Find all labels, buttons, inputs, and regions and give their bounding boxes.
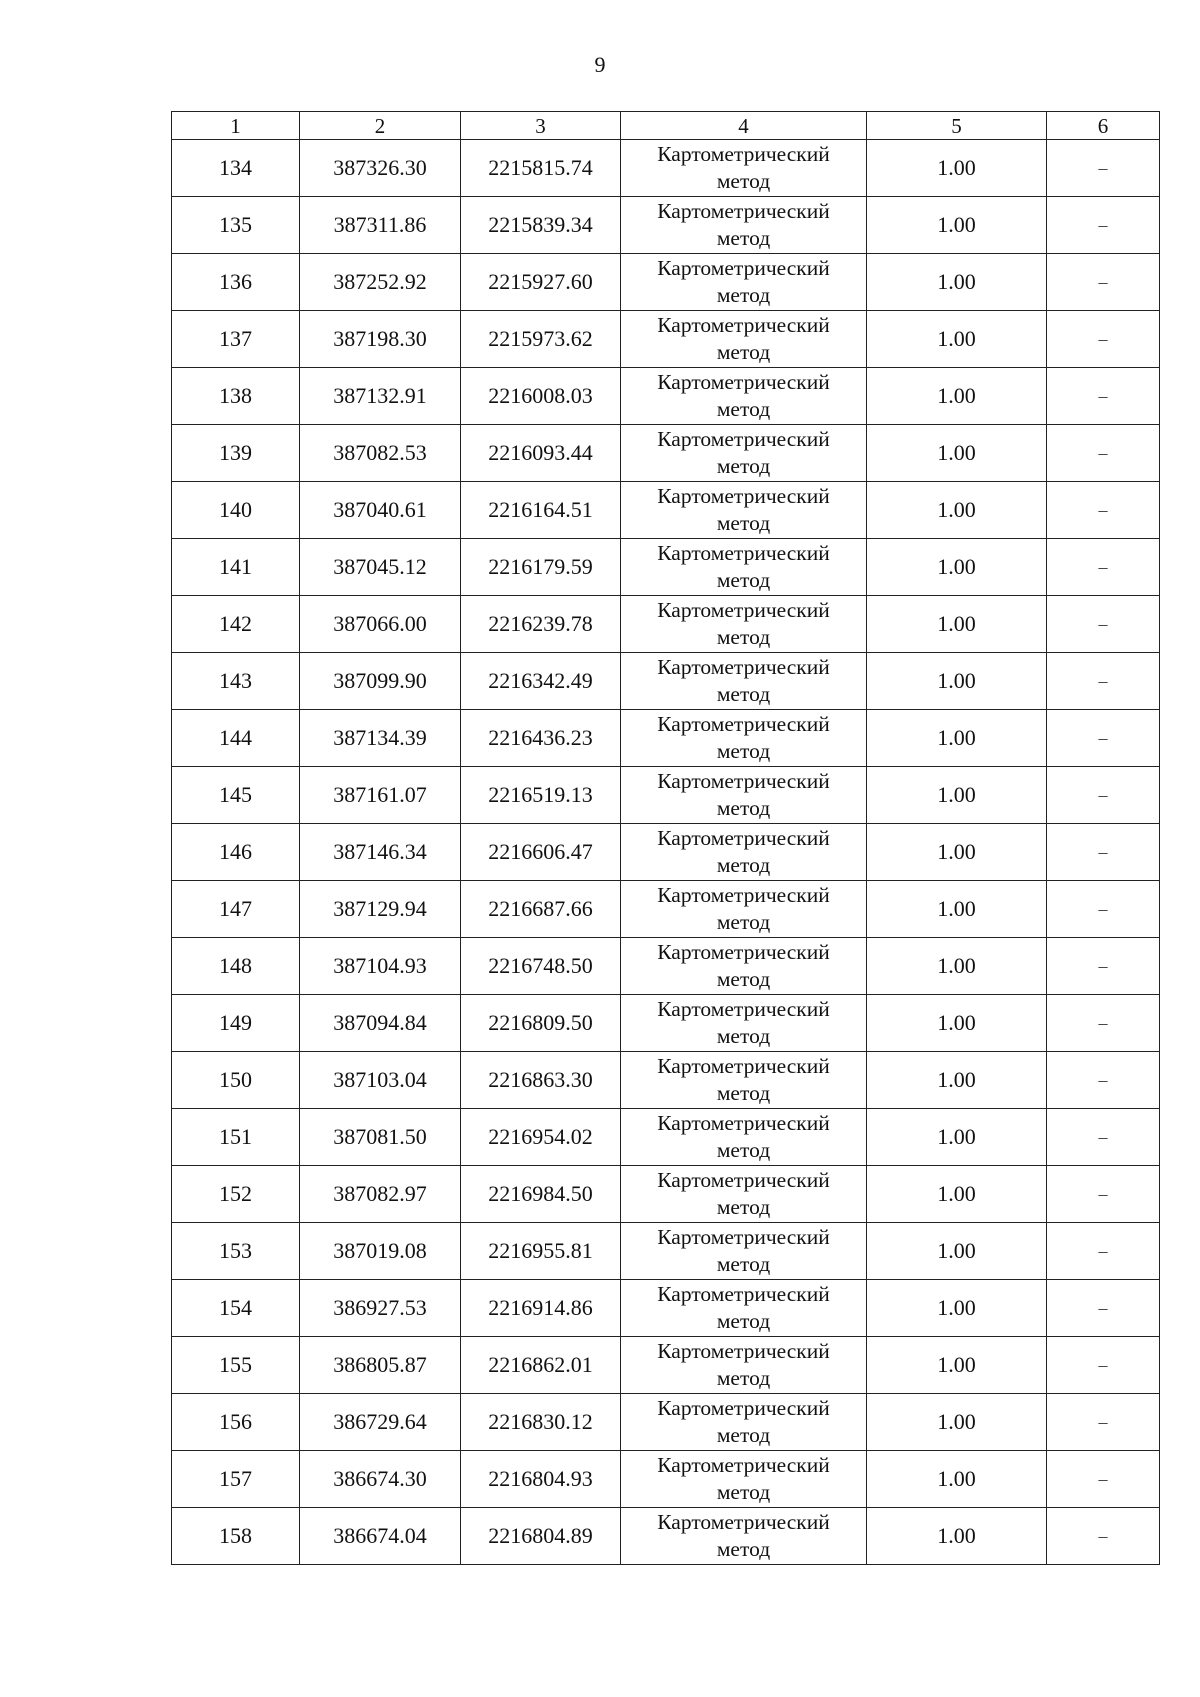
table-row — [172, 482, 1160, 539]
column-header-4: 4 — [621, 112, 867, 140]
y-coordinate-cell: 2216093.44 — [461, 425, 621, 482]
method-text-line: метод — [716, 169, 771, 193]
x-coordinate-cell: 387134.39 — [300, 710, 461, 767]
point-number-cell: 157 — [172, 1451, 300, 1508]
x-coordinate-cell: 387252.92 — [300, 254, 461, 311]
y-coordinate-cell: 2216342.49 — [461, 653, 621, 710]
y-coordinate-cell: 2216606.47 — [461, 824, 621, 881]
y-coordinate-cell: 2216830.12 — [461, 1394, 621, 1451]
x-coordinate-cell: 387045.12 — [300, 539, 461, 596]
table-header-row — [172, 112, 1160, 140]
coordinates-table — [171, 111, 1160, 1565]
table-row — [172, 1394, 1160, 1451]
accuracy-cell: 1.00 — [867, 311, 1047, 368]
table-row — [172, 881, 1160, 938]
method-cell — [621, 653, 867, 710]
method-text-line: Картометрический — [657, 1054, 830, 1078]
method-text-line: метод — [716, 739, 771, 763]
method-text-line: Картометрический — [657, 1396, 830, 1420]
x-coordinate-cell: 386674.30 — [300, 1451, 461, 1508]
table-row — [172, 197, 1160, 254]
method-text-line: метод — [716, 1480, 771, 1504]
point-number-cell: 150 — [172, 1052, 300, 1109]
page-number: 9 — [594, 52, 606, 77]
method-text-line: метод — [716, 625, 771, 649]
x-coordinate-cell: 387311.86 — [300, 197, 461, 254]
y-coordinate-cell: 2216984.50 — [461, 1166, 621, 1223]
method-text-line: метод — [716, 1309, 771, 1333]
x-coordinate-cell: 387019.08 — [300, 1223, 461, 1280]
y-coordinate-cell: 2216862.01 — [461, 1337, 621, 1394]
x-coordinate-cell: 387146.34 — [300, 824, 461, 881]
method-cell — [621, 1337, 867, 1394]
point-number-cell: 158 — [172, 1508, 300, 1565]
method-text-line: Картометрический — [657, 484, 830, 508]
table-row — [172, 1166, 1160, 1223]
note-cell: – — [1047, 1052, 1160, 1109]
x-coordinate-cell: 387081.50 — [300, 1109, 461, 1166]
accuracy-cell: 1.00 — [867, 368, 1047, 425]
note-cell: – — [1047, 140, 1160, 197]
method-text-line: Картометрический — [657, 256, 830, 280]
method-text-line: метод — [716, 568, 771, 592]
accuracy-cell: 1.00 — [867, 425, 1047, 482]
point-number-cell: 137 — [172, 311, 300, 368]
table-row — [172, 254, 1160, 311]
column-header-3: 3 — [461, 112, 621, 140]
method-text-line: метод — [716, 1252, 771, 1276]
method-text-line: Картометрический — [657, 313, 830, 337]
y-coordinate-cell: 2216239.78 — [461, 596, 621, 653]
accuracy-cell: 1.00 — [867, 995, 1047, 1052]
method-cell — [621, 1223, 867, 1280]
y-coordinate-cell: 2216809.50 — [461, 995, 621, 1052]
method-text-line: метод — [716, 1024, 771, 1048]
note-cell: – — [1047, 710, 1160, 767]
method-text-line: метод — [716, 1138, 771, 1162]
y-coordinate-cell: 2216955.81 — [461, 1223, 621, 1280]
x-coordinate-cell: 387040.61 — [300, 482, 461, 539]
x-coordinate-cell: 387066.00 — [300, 596, 461, 653]
y-coordinate-cell: 2216748.50 — [461, 938, 621, 995]
method-cell — [621, 1280, 867, 1337]
method-cell — [621, 539, 867, 596]
x-coordinate-cell: 387198.30 — [300, 311, 461, 368]
x-coordinate-cell: 387099.90 — [300, 653, 461, 710]
method-cell — [621, 140, 867, 197]
point-number-cell: 154 — [172, 1280, 300, 1337]
method-cell — [621, 767, 867, 824]
column-header-1: 1 — [172, 112, 300, 140]
method-cell — [621, 1394, 867, 1451]
note-cell: – — [1047, 1337, 1160, 1394]
method-text-line: Картометрический — [657, 1282, 830, 1306]
accuracy-cell: 1.00 — [867, 1394, 1047, 1451]
accuracy-cell: 1.00 — [867, 653, 1047, 710]
table-row — [172, 539, 1160, 596]
note-cell: – — [1047, 1109, 1160, 1166]
method-cell — [621, 1052, 867, 1109]
accuracy-cell: 1.00 — [867, 1337, 1047, 1394]
point-number-cell: 153 — [172, 1223, 300, 1280]
method-text-line: метод — [716, 682, 771, 706]
method-text-line: метод — [716, 967, 771, 991]
note-cell: – — [1047, 596, 1160, 653]
y-coordinate-cell: 2215815.74 — [461, 140, 621, 197]
method-text-line: Картометрический — [657, 142, 830, 166]
accuracy-cell: 1.00 — [867, 710, 1047, 767]
method-text-line: метод — [716, 340, 771, 364]
method-text-line: Картометрический — [657, 712, 830, 736]
note-cell: – — [1047, 1394, 1160, 1451]
point-number-cell: 151 — [172, 1109, 300, 1166]
method-text-line: метод — [716, 511, 771, 535]
y-coordinate-cell: 2215839.34 — [461, 197, 621, 254]
table-row — [172, 710, 1160, 767]
method-text-line: Картометрический — [657, 1111, 830, 1135]
method-cell — [621, 482, 867, 539]
method-text-line: Картометрический — [657, 541, 830, 565]
accuracy-cell: 1.00 — [867, 1508, 1047, 1565]
y-coordinate-cell: 2216008.03 — [461, 368, 621, 425]
accuracy-cell: 1.00 — [867, 1166, 1047, 1223]
table-row — [172, 311, 1160, 368]
x-coordinate-cell: 386729.64 — [300, 1394, 461, 1451]
y-coordinate-cell: 2216804.93 — [461, 1451, 621, 1508]
accuracy-cell: 1.00 — [867, 1109, 1047, 1166]
y-coordinate-cell: 2216179.59 — [461, 539, 621, 596]
table-row — [172, 995, 1160, 1052]
method-text-line: Картометрический — [657, 427, 830, 451]
point-number-cell: 156 — [172, 1394, 300, 1451]
point-number-cell: 136 — [172, 254, 300, 311]
point-number-cell: 152 — [172, 1166, 300, 1223]
method-cell — [621, 1451, 867, 1508]
y-coordinate-cell: 2216436.23 — [461, 710, 621, 767]
y-coordinate-cell: 2216954.02 — [461, 1109, 621, 1166]
x-coordinate-cell: 387129.94 — [300, 881, 461, 938]
x-coordinate-cell: 387082.97 — [300, 1166, 461, 1223]
note-cell: – — [1047, 425, 1160, 482]
method-text-line: метод — [716, 454, 771, 478]
x-coordinate-cell: 386805.87 — [300, 1337, 461, 1394]
method-text-line: Картометрический — [657, 997, 830, 1021]
method-text-line: Картометрический — [657, 655, 830, 679]
method-text-line: Картометрический — [657, 1510, 830, 1534]
note-cell: – — [1047, 824, 1160, 881]
method-text-line: метод — [716, 910, 771, 934]
table-row — [172, 1337, 1160, 1394]
y-coordinate-cell: 2215927.60 — [461, 254, 621, 311]
method-cell — [621, 710, 867, 767]
method-cell — [621, 197, 867, 254]
x-coordinate-cell: 387326.30 — [300, 140, 461, 197]
y-coordinate-cell: 2216687.66 — [461, 881, 621, 938]
method-text-line: метод — [716, 1366, 771, 1390]
note-cell: – — [1047, 368, 1160, 425]
column-header-5: 5 — [867, 112, 1047, 140]
method-text-line: Картометрический — [657, 1339, 830, 1363]
method-text-line: Картометрический — [657, 199, 830, 223]
x-coordinate-cell: 387104.93 — [300, 938, 461, 995]
method-text-line: метод — [716, 1195, 771, 1219]
accuracy-cell: 1.00 — [867, 482, 1047, 539]
accuracy-cell: 1.00 — [867, 938, 1047, 995]
x-coordinate-cell: 387132.91 — [300, 368, 461, 425]
accuracy-cell: 1.00 — [867, 824, 1047, 881]
table-row — [172, 824, 1160, 881]
method-text-line: Картометрический — [657, 940, 830, 964]
method-text-line: метод — [716, 397, 771, 421]
method-cell — [621, 1508, 867, 1565]
note-cell: – — [1047, 1451, 1160, 1508]
point-number-cell: 138 — [172, 368, 300, 425]
method-cell — [621, 824, 867, 881]
point-number-cell: 140 — [172, 482, 300, 539]
point-number-cell: 145 — [172, 767, 300, 824]
note-cell: – — [1047, 254, 1160, 311]
point-number-cell: 141 — [172, 539, 300, 596]
method-text-line: метод — [716, 853, 771, 877]
point-number-cell: 139 — [172, 425, 300, 482]
x-coordinate-cell: 387103.04 — [300, 1052, 461, 1109]
point-number-cell: 155 — [172, 1337, 300, 1394]
table-row — [172, 140, 1160, 197]
method-cell — [621, 938, 867, 995]
method-text-line: Картометрический — [657, 1453, 830, 1477]
table-row — [172, 1052, 1160, 1109]
note-cell: – — [1047, 995, 1160, 1052]
point-number-cell: 146 — [172, 824, 300, 881]
method-text-line: Картометрический — [657, 1225, 830, 1249]
method-cell — [621, 1109, 867, 1166]
note-cell: – — [1047, 197, 1160, 254]
method-cell — [621, 254, 867, 311]
method-text-line: Картометрический — [657, 883, 830, 907]
method-text-line: Картометрический — [657, 769, 830, 793]
method-text-line: метод — [716, 796, 771, 820]
table-row — [172, 938, 1160, 995]
note-cell: – — [1047, 482, 1160, 539]
x-coordinate-cell: 387094.84 — [300, 995, 461, 1052]
method-text-line: метод — [716, 1537, 771, 1561]
y-coordinate-cell: 2216863.30 — [461, 1052, 621, 1109]
note-cell: – — [1047, 311, 1160, 368]
table-row — [172, 596, 1160, 653]
accuracy-cell: 1.00 — [867, 767, 1047, 824]
note-cell: – — [1047, 653, 1160, 710]
method-cell — [621, 1166, 867, 1223]
accuracy-cell: 1.00 — [867, 1451, 1047, 1508]
accuracy-cell: 1.00 — [867, 1280, 1047, 1337]
table-row — [172, 425, 1160, 482]
note-cell: – — [1047, 938, 1160, 995]
x-coordinate-cell: 386674.04 — [300, 1508, 461, 1565]
point-number-cell: 148 — [172, 938, 300, 995]
note-cell: – — [1047, 767, 1160, 824]
point-number-cell: 147 — [172, 881, 300, 938]
note-cell: – — [1047, 539, 1160, 596]
table-row — [172, 1451, 1160, 1508]
note-cell: – — [1047, 881, 1160, 938]
x-coordinate-cell: 387161.07 — [300, 767, 461, 824]
method-cell — [621, 596, 867, 653]
method-cell — [621, 881, 867, 938]
point-number-cell: 134 — [172, 140, 300, 197]
accuracy-cell: 1.00 — [867, 197, 1047, 254]
accuracy-cell: 1.00 — [867, 254, 1047, 311]
note-cell: – — [1047, 1508, 1160, 1565]
note-cell: – — [1047, 1166, 1160, 1223]
method-text-line: Картометрический — [657, 598, 830, 622]
accuracy-cell: 1.00 — [867, 1052, 1047, 1109]
y-coordinate-cell: 2216914.86 — [461, 1280, 621, 1337]
table-row — [172, 767, 1160, 824]
table-row — [172, 653, 1160, 710]
point-number-cell: 149 — [172, 995, 300, 1052]
table-row — [172, 1508, 1160, 1565]
accuracy-cell: 1.00 — [867, 140, 1047, 197]
note-cell: – — [1047, 1280, 1160, 1337]
y-coordinate-cell: 2215973.62 — [461, 311, 621, 368]
x-coordinate-cell: 386927.53 — [300, 1280, 461, 1337]
method-text-line: Картометрический — [657, 1168, 830, 1192]
point-number-cell: 135 — [172, 197, 300, 254]
method-text-line: метод — [716, 1081, 771, 1105]
note-cell: – — [1047, 1223, 1160, 1280]
table-row — [172, 1280, 1160, 1337]
column-header-2: 2 — [300, 112, 461, 140]
point-number-cell: 144 — [172, 710, 300, 767]
accuracy-cell: 1.00 — [867, 881, 1047, 938]
x-coordinate-cell: 387082.53 — [300, 425, 461, 482]
table-body — [172, 140, 1160, 1565]
table-row — [172, 1223, 1160, 1280]
accuracy-cell: 1.00 — [867, 1223, 1047, 1280]
y-coordinate-cell: 2216164.51 — [461, 482, 621, 539]
table-row — [172, 1109, 1160, 1166]
point-number-cell: 143 — [172, 653, 300, 710]
accuracy-cell: 1.00 — [867, 596, 1047, 653]
accuracy-cell: 1.00 — [867, 539, 1047, 596]
table-row — [172, 368, 1160, 425]
y-coordinate-cell: 2216519.13 — [461, 767, 621, 824]
point-number-cell: 142 — [172, 596, 300, 653]
method-text-line: метод — [716, 283, 771, 307]
method-text-line: Картометрический — [657, 826, 830, 850]
method-cell — [621, 425, 867, 482]
method-text-line: метод — [716, 226, 771, 250]
method-text-line: Картометрический — [657, 370, 830, 394]
y-coordinate-cell: 2216804.89 — [461, 1508, 621, 1565]
method-cell — [621, 995, 867, 1052]
column-header-6: 6 — [1047, 112, 1160, 140]
method-cell — [621, 311, 867, 368]
method-cell — [621, 368, 867, 425]
method-text-line: метод — [716, 1423, 771, 1447]
